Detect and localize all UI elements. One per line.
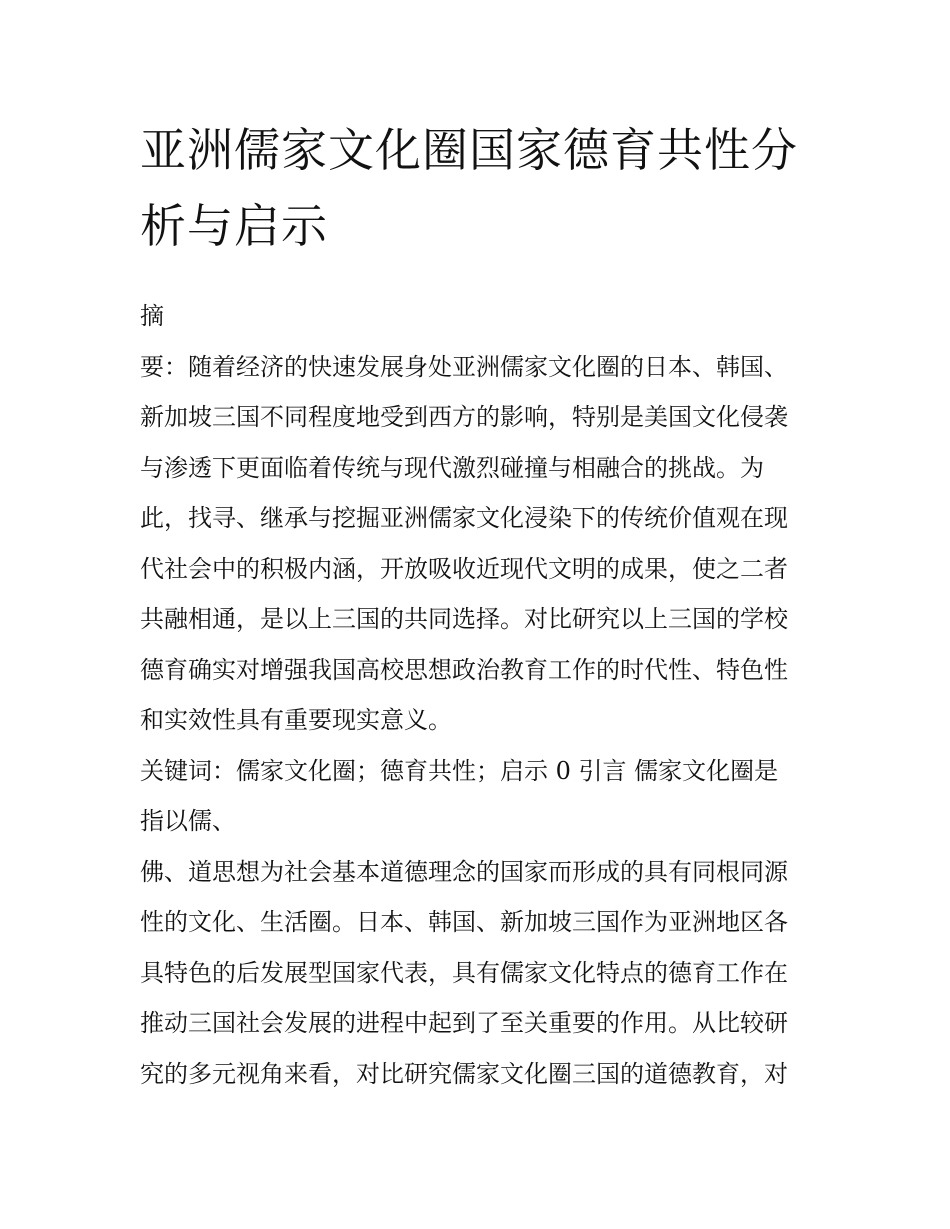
document-page <box>140 112 816 1099</box>
abstract-text-line: 德育确实对增强我国高校思想政治教育工作的时代性、特色性 <box>140 655 788 684</box>
abstract-text-line: 共融相通，是以上三国的共同选择。对比研究以上三国的学校 <box>140 605 788 633</box>
introduction-text-line: 推动三国社会发展的进程中起到了至关重要的作用。从比较研 <box>140 1009 788 1037</box>
document-title: 亚洲儒家文化圈国家德育共性分析与启示 <box>140 123 798 253</box>
abstract-text-line: 新加坡三国不同程度地受到西方的影响，特别是美国文化侵袭 <box>140 403 788 431</box>
introduction-text-line: 具特色的后发展型国家代表，具有儒家文化特点的德育工作在 <box>140 958 788 987</box>
abstract-text-line: 与渗透下更面临着传统与现代激烈碰撞与相融合的挑战。为 <box>140 453 764 482</box>
introduction-text-line: 性的文化、生活圈。日本、韩国、新加坡三国作为亚洲地区各 <box>140 908 788 936</box>
introduction-text-line: 佛、道思想为社会基本道德理念的国家而形成的具有同根同源 <box>140 857 788 886</box>
document-body <box>140 291 816 1099</box>
abstract-label-line: 摘 <box>140 302 164 330</box>
keywords-line: 关键词：儒家文化圈；德育共性；启示 0 引言 儒家文化圈是 <box>140 756 779 785</box>
abstract-text-line: 要：随着经济的快速发展身处亚洲儒家文化圈的日本、韩国、 <box>140 352 788 381</box>
abstract-text-line: 代社会中的积极内涵，开放吸收近现代文明的成果，使之二者 <box>140 554 788 583</box>
abstract-text-line: 和实效性具有重要现实意义。 <box>140 706 452 734</box>
introduction-text-line: 究的多元视角来看，对比研究儒家文化圈三国的道德教育，对 <box>140 1059 788 1088</box>
introduction-text-line: 指以儒、 <box>140 807 236 835</box>
abstract-text-line: 此，找寻、继承与挖掘亚洲儒家文化浸染下的传统价值观在现 <box>140 504 788 532</box>
